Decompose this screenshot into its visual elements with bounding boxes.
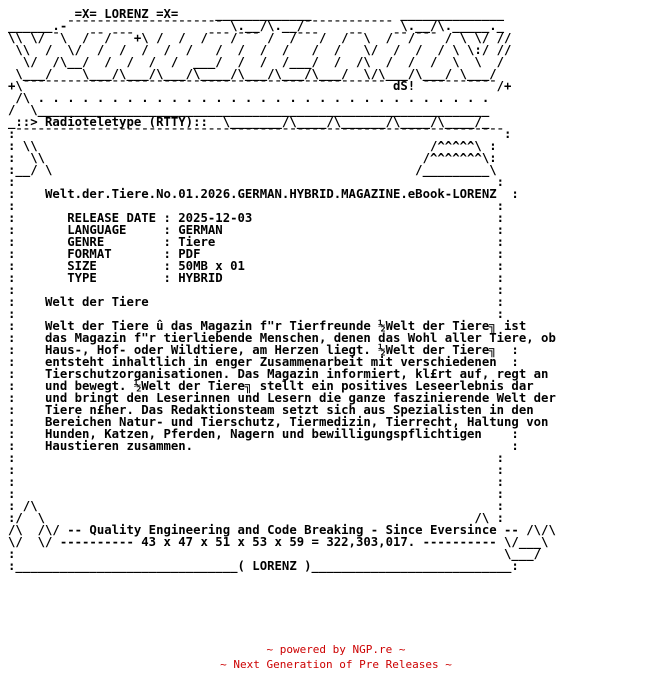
- nfo-ascii-art: =X= LORENZ =X= _____________ ______________ ______.-¯¯¯¯¯¯¯¯¯¯¯¯¯¯¯¯¯¯¯¯¯ \.__/\.__/¯¯¯¯¯¯¯¯¯¯¯¯ \.__/\._____._ \\ \/ ¯\ /¯¯/¯¯¯+\ / / /¯¯¯/¯¯¯ / /¯¯¯/ /¯¯\ /¯¯/¯¯¯ / \ \/ // \\ / \/ / / / / / / / / / / / \/ / / / \ \:/ // \/ /\__/ / / / / ___/ / / /___/ / /\ / / / \ \ / \___/ \___/\___/\___/\____/\___/\___/\___/ \/\___/\___/ \___/ +\¯¯¯¯¯¯¯¯¯¯¯¯¯¯¯¯¯¯¯¯¯¯¯¯¯¯¯¯¯¯¯¯¯¯¯¯¯¯¯¯¯¯¯¯¯¯¯¯¯ dS! ¯¯¯¯¯¯¯¯¯¯/+ /\ . . . . . . . . . . . . . . . . . . . . . . . . . . . . . . . / \_____________________________________________________________ _::> Radioteletype (RTTY):: \_______/\____/\______/\____/\____/_ :¯¯¯¯¯¯¯¯¯¯¯¯¯¯¯¯¯¯¯¯¯¯¯¯¯¯¯¯¯¯¯¯¯¯¯¯¯¯¯¯¯¯¯¯¯¯¯¯¯¯¯¯¯¯¯¯¯¯¯¯¯¯¯¯¯¯: : \\ /^^^^^\ : : \\ /^^^^^^^\: :__/ \ /_________\ : : : Welt.der.Tiere.No.01.2026.GERMAN.HYBRID.MAGAZINE.eBook-LORENZ : : : : RELEASE DATE : 2025-12-03 : : LANGUAGE : GERMAN : : GENRE : Tiere : : FORMAT : PDF : : SIZE : 50MB x 01 : : TYPE : HYBRID : : : : Welt der Tiere : : : : Welt der Tiere û das Magazin f"r Tierfreunde ½Welt der Tiere╗ ist : das Magazin f"r tierliebende Menschen, denen das Wohl aller Tiere, ob : Haus-, Hof- oder Wildtiere, am Herzen liegt. ½Welt der Tiere╗ : : entsteht inhaltlich in enger Zusammenarbeit mit verschiedenen : : Tierschutzorganisationen. Das Magazin informiert, kl£rt auf, regt an : und bewegt. ½Welt der Tiere╗ stellt ein positives Leseerlebnis dar : und bringt den Leserinnen und Lesern die ganze faszinierende Welt der : Tiere n£her. Das Redaktionsteam setzt sich aus Spezialisten in den : Bereichen Natur- und Tierschutz, Tiermedizin, Tierrecht, Haltung von : Hunden, Katzen, Pferden, Nagern und bewilligungspflichtigen : : Haustieren zusammen. : : : : : : : : : : /\ : :/ \ /\ : /\ /\/ -- Quality Engineering and Code Breaking - Since Eversince -- /\/\ \/ \/ ---------- 43 x 47 x 51 x 53 x 59 = 322,303,017. ---------- \/___\ : \___/ :______________________________( LORENZ )___________________________:: [8, 7, 556, 573]
- footer: [0, 642, 672, 672]
- powered-by-text: ~ powered by NGP.re ~: [266, 643, 406, 656]
- tagline-text: ~ Next Generation of Pre Releases ~: [220, 658, 452, 671]
